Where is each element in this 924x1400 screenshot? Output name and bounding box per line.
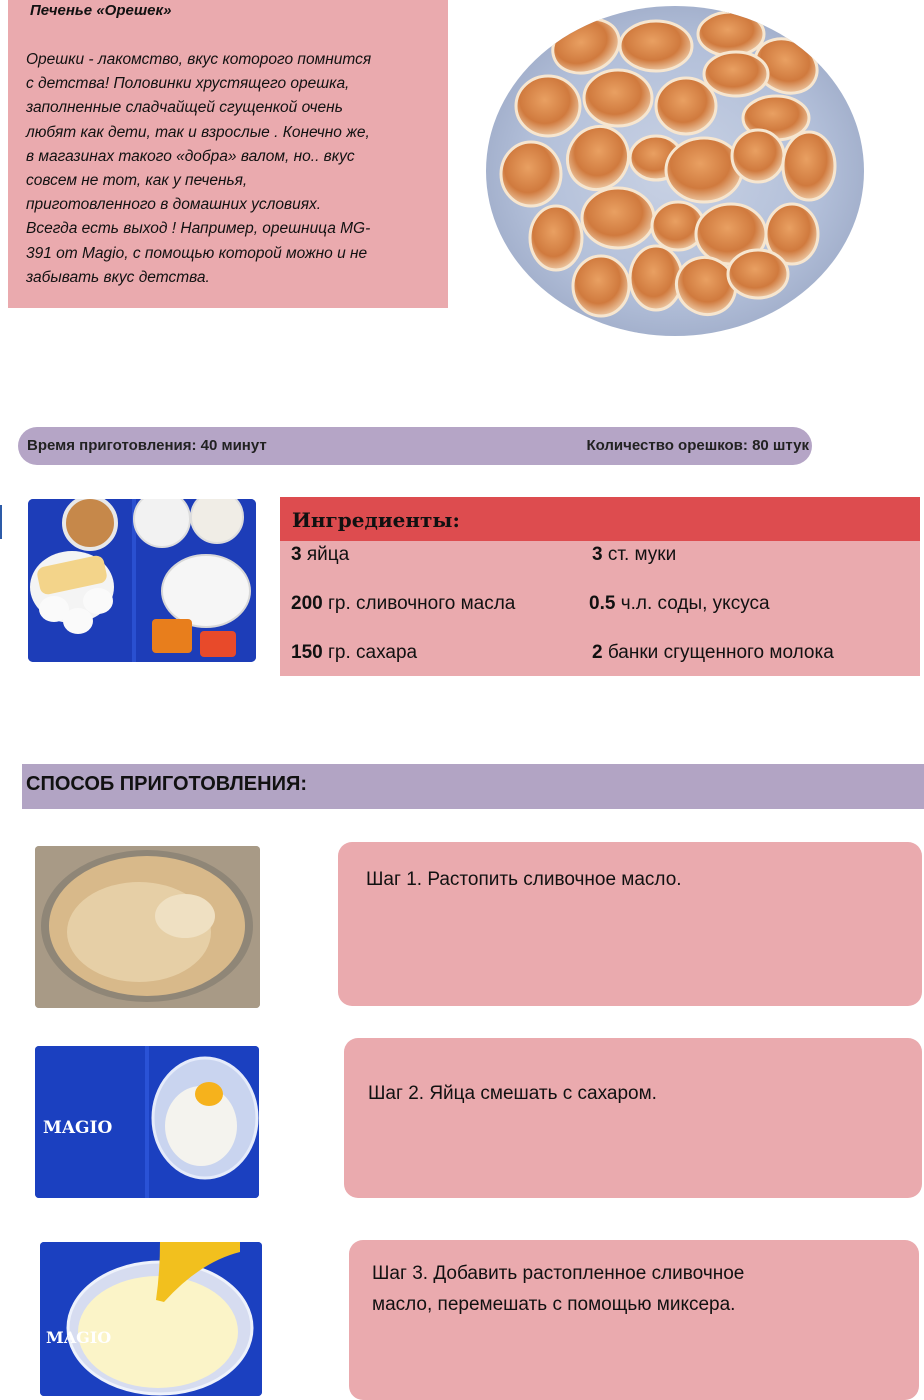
cooking-time: Время приготовления: 40 минут (27, 437, 267, 454)
magio-logo: MAGIO (46, 1328, 112, 1347)
melted-butter-illustration (35, 846, 260, 1008)
step3-line: Шаг 3. Добавить растопленное сливочное (372, 1263, 745, 1284)
ingredient-item (592, 544, 676, 566)
step2-box (344, 1038, 922, 1198)
ingredient-item (291, 544, 349, 566)
ingredients-photo (28, 499, 256, 662)
ingredient-text: ст. муки (602, 544, 677, 565)
step3-text (372, 1258, 892, 1320)
ingredient-qty: 3 (592, 544, 603, 565)
ingredients-title: Ингредиенты: (292, 508, 460, 532)
ingredient-text: яйца (301, 544, 350, 565)
step1-photo (35, 846, 260, 1008)
recipe-title: Печенье «Орешек» (30, 2, 172, 19)
ingredient-item (592, 642, 834, 664)
intro-line: Всегда есть выход ! Например, орешница MG- (26, 220, 371, 238)
magio-logo: MAGIO (43, 1118, 113, 1138)
nut-count: Количество орешков: 80 штук (586, 437, 809, 454)
step3-photo (40, 1242, 262, 1396)
method-title: СПОСОБ ПРИГОТОВЛЕНИЯ: (26, 773, 307, 795)
intro-line: в магазинах такого «добра» валом, но.. вкус (26, 147, 355, 165)
intro-text (26, 48, 438, 290)
ingredients-illustration (28, 499, 256, 662)
intro-line: Орешки - лакомство, вкус которого помнится (26, 51, 372, 68)
step3-line: масло, перемешать с помощью миксера. (372, 1294, 736, 1315)
ingredient-item (291, 593, 515, 615)
ingredient-text: ч.л. соды, уксуса (615, 593, 770, 614)
step1-text: Шаг 1. Растопить сливочное масло. (366, 869, 682, 890)
cookie-plate-illustration (486, 6, 864, 336)
mixing-illustration (40, 1242, 262, 1396)
ingredient-text: гр. сливочного масла (322, 593, 516, 614)
ingredient-item (589, 593, 770, 615)
intro-line: заполненные сладчайщей сгущенкой очень (26, 99, 343, 117)
ingredient-qty: 3 (291, 544, 302, 565)
ingredient-qty: 0.5 (589, 593, 616, 614)
step2-text: Шаг 2. Яйца смешать с сахаром. (368, 1083, 657, 1104)
intro-line: приготовленного в домашних условиях. (26, 196, 322, 214)
intro-line: с детства! Половинки хрустящего орешка, (26, 75, 350, 93)
step2-photo (35, 1046, 259, 1198)
intro-line: забывать вкус детства. (26, 268, 210, 286)
intro-line: любят как дети, так и взрослые . Конечно же, (26, 123, 370, 141)
intro-line: 391 от Magio, с помощью которой можно и не (26, 244, 368, 262)
ingredient-qty: 2 (592, 642, 603, 663)
ingredient-text: банки сгущенного молока (602, 642, 834, 663)
page-edge-mark (0, 505, 2, 539)
ingredient-qty: 200 (291, 593, 323, 614)
ingredient-text: гр. сахара (322, 642, 418, 663)
intro-line: совсем не тот, как у печенья, (26, 172, 248, 190)
ingredient-item (291, 642, 417, 664)
cookie-plate-image (486, 6, 864, 336)
ingredient-qty: 150 (291, 642, 323, 663)
